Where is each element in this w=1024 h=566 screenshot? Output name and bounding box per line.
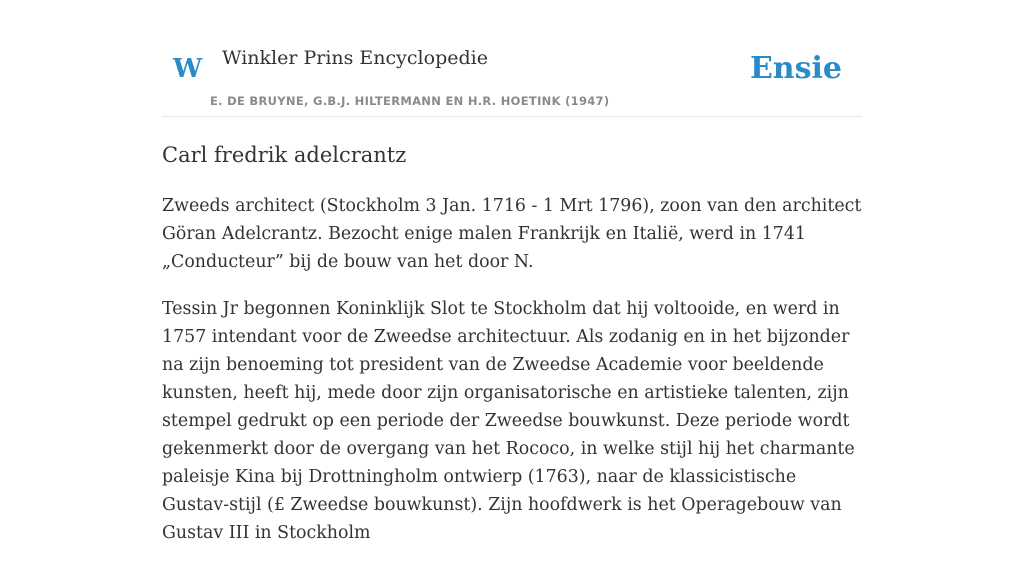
article-body (162, 192, 862, 547)
winkler-prins-logo-icon[interactable]: W (173, 54, 203, 84)
article-paragraph: Tessin Jr begonnen Koninklijk Slot te Stockholm dat hij voltooide, en werd in 1757 intendant voor de Zweedse architectuur. Als zodanig en in het bijzonder na zijn benoeming tot president van de Zweedse Academie voor beeldende kunsten, heeft hij, mede door zijn organisatorische en artistieke talenten, zijn stempel gedrukt op een periode der Zweedse bouwkunst. Deze periode wordt gekenmerkt door de overgang van het Rococo, in welke stijl hij het charmante paleisje Kina bij Drottningholm ontwierp (1763), naar de klassicistische Gustav-stijl (£ Zweedse bouwkunst). Zijn hoofdwerk is het Operagebouw van Gustav III in Stockholm (162, 299, 855, 543)
article-title: Carl fredrik adelcrantz (162, 143, 407, 167)
site-title[interactable]: Winkler Prins Encyclopedie (222, 47, 488, 69)
site-header (162, 0, 862, 117)
ensie-brand-logo[interactable]: Ensie (749, 51, 842, 86)
site-authors: E. DE BRUYNE, G.B.J. HILTERMANN EN H.R. HOETINK (1947) (210, 94, 610, 108)
article (162, 138, 862, 566)
article-paragraph: Zweeds architect (Stockholm 3 Jan. 1716 - 1 Mrt 1796), zoon van den architect Göran Adelcrantz. Bezocht enige malen Frankrijk en Italië, werd in 1741 „Conducteur” bij de bouw van het door N. (162, 196, 862, 272)
